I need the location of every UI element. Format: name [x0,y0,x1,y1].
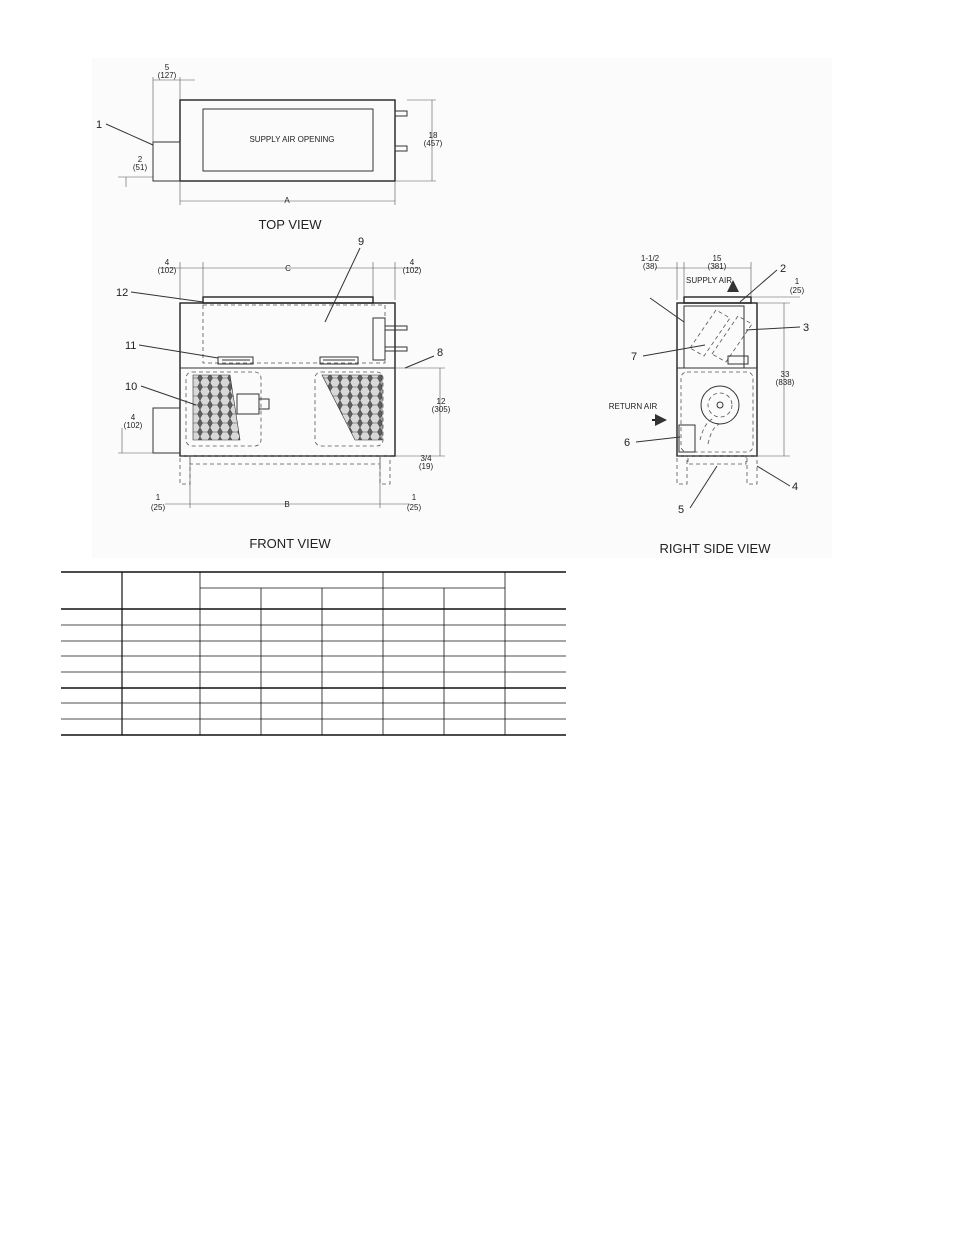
dim-18-mm: (457) [423,139,443,148]
callout-9: 9 [358,236,365,248]
callout-3: 3 [803,322,810,334]
dim-2: 2 [137,155,143,164]
callout-5: 5 [678,504,685,516]
supply-air-opening-label: SUPPLY AIR OPENING [249,135,335,144]
dim-1-right: 1 [411,493,417,502]
return-air-label: RETURN AIR [608,402,658,411]
callout-7: 7 [631,351,638,363]
callout-4: 4 [792,481,799,493]
dim-33: 33 [780,370,790,379]
dim-15: 15 [712,254,722,263]
side-view-caption: RIGHT SIDE VIEW [659,541,771,556]
dim-3-4-mm: (19) [418,462,434,471]
front-view-caption: FRONT VIEW [249,536,331,551]
dim-4-left-mm: (102) [157,266,177,275]
dim-5-mm: (127) [157,71,177,80]
dim-A: A [284,196,290,205]
callout-2: 2 [780,263,787,275]
dim-12-mm: (305) [431,405,451,414]
callout-10: 10 [125,381,138,393]
dim-1-left-mm: (25) [150,503,166,512]
dim-3-4: 3/4 [420,454,432,463]
dim-4-left: 4 [164,258,170,267]
dim-1-side: 1 [794,277,800,286]
dim-4-side-mm: (102) [123,421,143,430]
dim-4-right: 4 [409,258,415,267]
dim-15-mm: (381) [707,262,727,271]
dim-18: 18 [428,131,438,140]
dim-1-right-mm: (25) [406,503,422,512]
dim-12: 12 [436,397,446,406]
callout-12: 12 [116,287,129,299]
dim-33-mm: (838) [775,378,795,387]
dim-1-side-mm: (25) [789,286,805,295]
supply-air-label: SUPPLY AIR [686,276,732,285]
callout-6: 6 [624,437,631,449]
dimension-table [61,572,566,735]
dim-1-left: 1 [155,493,161,502]
dim-5: 5 [164,63,170,72]
dim-4-side: 4 [130,413,136,422]
dim-1-1-2: 1-1/2 [640,254,660,263]
dim-C: C [285,264,291,273]
callout-8: 8 [437,347,444,359]
dim-4-right-mm: (102) [402,266,422,275]
top-view-caption: TOP VIEW [258,217,322,232]
callout-1: 1 [96,119,103,131]
dim-1-1-2-mm: (38) [642,262,658,271]
dim-2-mm: (51) [132,163,148,172]
callout-11: 11 [125,340,137,352]
dim-B: B [284,500,290,509]
